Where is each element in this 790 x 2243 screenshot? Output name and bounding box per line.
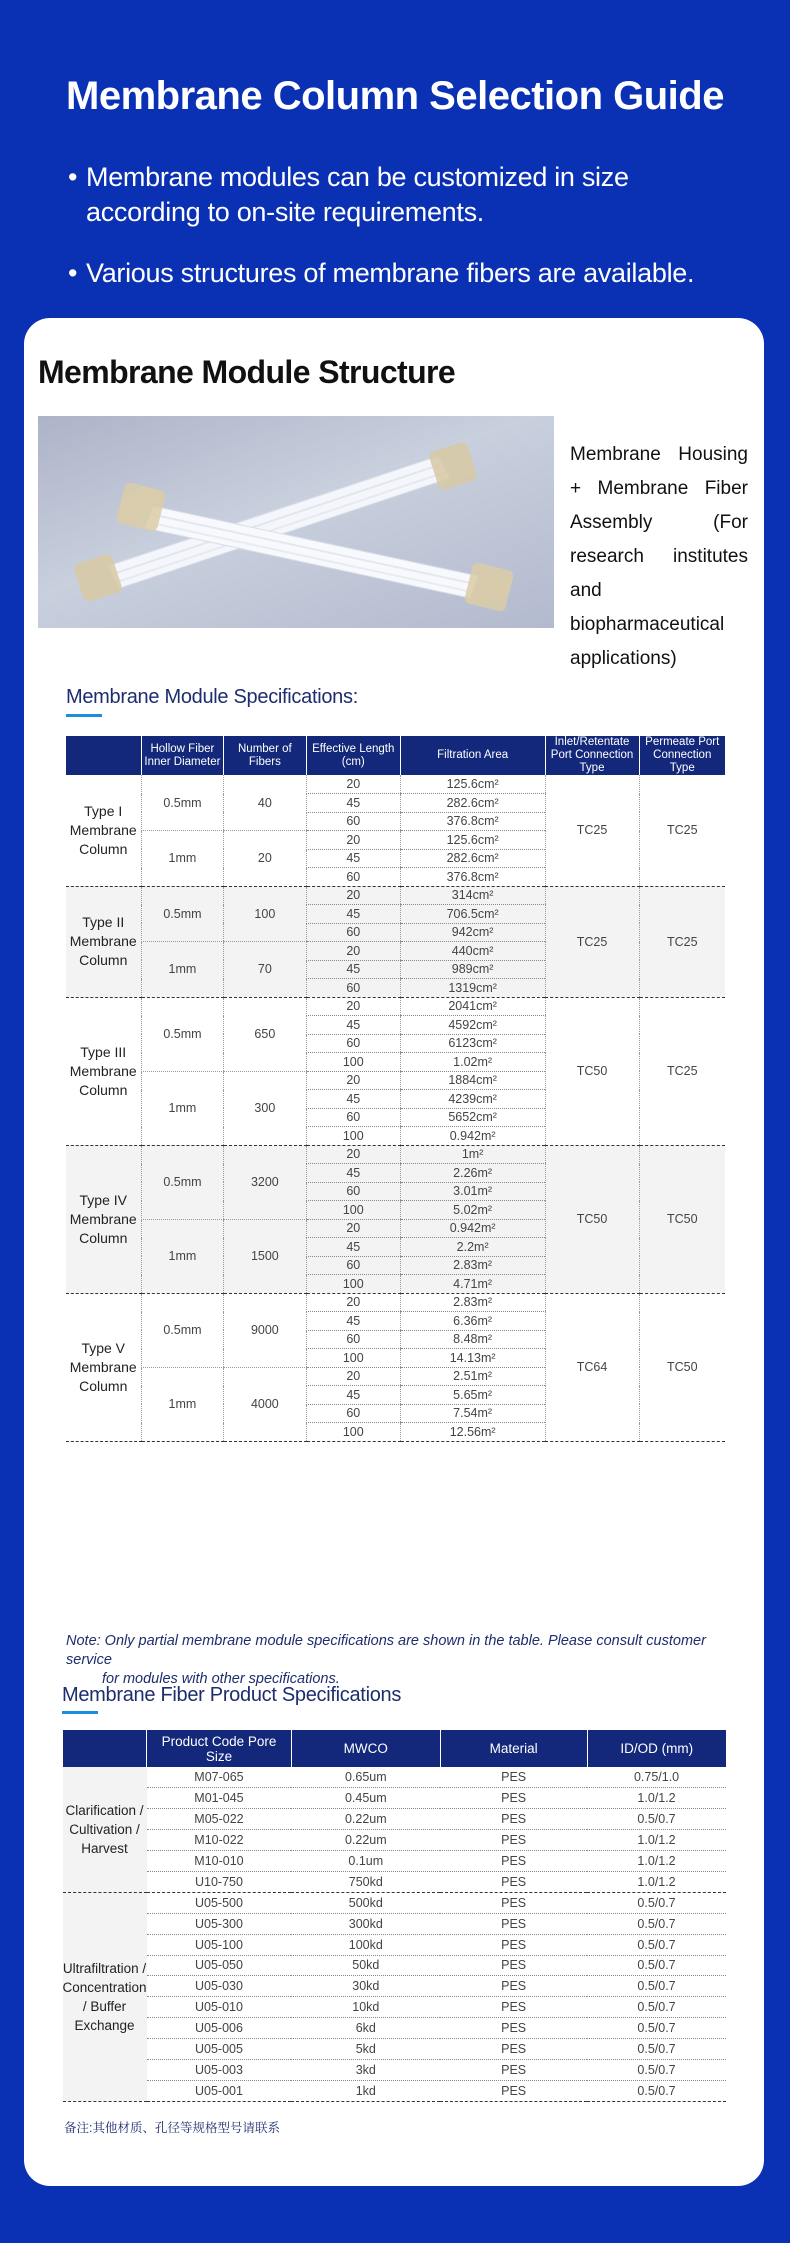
product-code: U05-300 — [147, 1913, 292, 1934]
table-row — [63, 1767, 727, 1788]
product-code: M05-022 — [147, 1809, 292, 1830]
mwco: 0.65um — [291, 1767, 440, 1788]
fiber-diameter: 0.5mm — [141, 886, 223, 942]
table-row — [63, 2039, 727, 2060]
spec-header — [66, 736, 142, 775]
table-row — [63, 1851, 727, 1872]
permeate-port: TC50 — [639, 1293, 725, 1441]
effective-length: 20 — [306, 831, 400, 850]
id-od: 1.0/1.2 — [587, 1871, 726, 1892]
table-row — [63, 2018, 727, 2039]
material: PES — [440, 1871, 587, 1892]
content-card — [24, 318, 764, 2186]
module-specs-note: Note: Only partial membrane module specifications are shown in the table. Please consult customer service for modules with other specifications. — [66, 1633, 706, 1687]
material: PES — [440, 2039, 587, 2060]
filtration-area: 989cm² — [400, 960, 545, 979]
spec-header: Inlet/Retentate Port Connection Type — [545, 736, 639, 775]
application-category: Clarification / Cultivation / Harvest — [63, 1767, 147, 1892]
material: PES — [440, 1830, 587, 1851]
product-code: U05-003 — [147, 2059, 292, 2080]
spec-header: Filtration Area — [400, 736, 545, 775]
spec-header: Hollow Fiber Inner Diameter — [141, 736, 223, 775]
material: PES — [440, 2059, 587, 2080]
table-row — [63, 1934, 727, 1955]
filtration-area: 0.942m² — [400, 1127, 545, 1146]
filtration-area: 2.26m² — [400, 1164, 545, 1183]
effective-length: 100 — [306, 1275, 400, 1294]
structure-description: Membrane Housing + Membrane Fiber Assembly (For research institutes and biopharmaceutical applications) — [570, 444, 748, 669]
table-row — [63, 1871, 727, 1892]
effective-length: 60 — [306, 1256, 400, 1275]
id-od: 0.5/0.7 — [587, 2080, 726, 2101]
effective-length: 20 — [306, 1145, 400, 1164]
fiber-header: ID/OD (mm) — [587, 1730, 726, 1767]
filtration-area: 3.01m² — [400, 1182, 545, 1201]
product-code: U10-750 — [147, 1871, 292, 1892]
product-code: M10-022 — [147, 1830, 292, 1851]
material: PES — [440, 1913, 587, 1934]
permeate-port: TC25 — [639, 775, 725, 886]
fiber-header: MWCO — [291, 1730, 440, 1767]
filtration-area: 376.8cm² — [400, 868, 545, 887]
effective-length: 100 — [306, 1349, 400, 1368]
filtration-area: 125.6cm² — [400, 775, 545, 794]
fiber-count: 300 — [223, 1071, 306, 1145]
mwco: 100kd — [291, 1934, 440, 1955]
fiber-count: 4000 — [223, 1367, 306, 1441]
hero-banner — [0, 0, 790, 320]
effective-length: 100 — [306, 1423, 400, 1442]
material: PES — [440, 1809, 587, 1830]
effective-length: 45 — [306, 1164, 400, 1183]
filtration-area: 2041cm² — [400, 997, 545, 1016]
fiber-header: Product Code Pore Size — [147, 1730, 292, 1767]
fiber-count: 20 — [223, 831, 306, 887]
fiber-specs-underline — [62, 1711, 98, 1714]
table-row — [66, 1293, 726, 1312]
bullet-fiber-structures: • Various structures of membrane fibers are available. — [68, 258, 695, 288]
fiber-count: 100 — [223, 886, 306, 942]
mwco: 3kd — [291, 2059, 440, 2080]
module-specs-table — [65, 736, 725, 1442]
mwco: 0.22um — [291, 1809, 440, 1830]
mwco: 0.45um — [291, 1788, 440, 1809]
filtration-area: 1m² — [400, 1145, 545, 1164]
inlet-port: TC25 — [545, 775, 639, 886]
table-row — [63, 1955, 727, 1976]
product-code: U05-010 — [147, 1997, 292, 2018]
filtration-area: 2.83m² — [400, 1293, 545, 1312]
module-type: Type IV Membrane Column — [66, 1145, 142, 1293]
effective-length: 45 — [306, 960, 400, 979]
id-od: 1.0/1.2 — [587, 1851, 726, 1872]
fiber-diameter: 0.5mm — [141, 1145, 223, 1219]
effective-length: 100 — [306, 1201, 400, 1220]
product-code: M07-065 — [147, 1767, 292, 1788]
id-od: 1.0/1.2 — [587, 1830, 726, 1851]
fiber-header — [63, 1730, 147, 1767]
mwco: 10kd — [291, 1997, 440, 2018]
filtration-area: 125.6cm² — [400, 831, 545, 850]
page-title: Membrane Column Selection Guide — [66, 74, 724, 118]
module-specs-heading: Membrane Module Specifications: — [66, 686, 358, 708]
product-code: U05-001 — [147, 2080, 292, 2101]
fiber-diameter: 1mm — [141, 1367, 223, 1441]
filtration-area: 5652cm² — [400, 1108, 545, 1127]
fiber-diameter: 0.5mm — [141, 775, 223, 831]
filtration-area: 2.83m² — [400, 1256, 545, 1275]
filtration-area: 706.5cm² — [400, 905, 545, 924]
table-row — [63, 1809, 727, 1830]
effective-length: 45 — [306, 849, 400, 868]
filtration-area: 6.36m² — [400, 1312, 545, 1331]
table-row — [63, 1913, 727, 1934]
filtration-area: 4239cm² — [400, 1090, 545, 1109]
filtration-area: 1.02m² — [400, 1053, 545, 1072]
effective-length: 100 — [306, 1053, 400, 1072]
product-code: M01-045 — [147, 1788, 292, 1809]
fiber-diameter: 1mm — [141, 831, 223, 887]
table-row — [63, 1997, 727, 2018]
effective-length: 20 — [306, 886, 400, 905]
filtration-area: 282.6cm² — [400, 849, 545, 868]
material: PES — [440, 2080, 587, 2101]
filtration-area: 1319cm² — [400, 979, 545, 998]
mwco: 300kd — [291, 1913, 440, 1934]
effective-length: 20 — [306, 1071, 400, 1090]
mwco: 1kd — [291, 2080, 440, 2101]
filtration-area: 5.65m² — [400, 1386, 545, 1405]
filtration-area: 942cm² — [400, 923, 545, 942]
structure-heading: Membrane Module Structure — [38, 354, 456, 390]
effective-length: 20 — [306, 1367, 400, 1386]
module-specs-underline — [66, 714, 102, 717]
fiber-diameter: 0.5mm — [141, 997, 223, 1071]
effective-length: 60 — [306, 1108, 400, 1127]
spec-header: Permeate Port Connection Type — [639, 736, 725, 775]
product-code: U05-005 — [147, 2039, 292, 2060]
table-row — [63, 2080, 727, 2101]
filtration-area: 6123cm² — [400, 1034, 545, 1053]
permeate-port: TC50 — [639, 1145, 725, 1293]
effective-length: 60 — [306, 979, 400, 998]
filtration-area: 2.2m² — [400, 1238, 545, 1257]
material: PES — [440, 1892, 587, 1913]
effective-length: 20 — [306, 942, 400, 961]
id-od: 0.5/0.7 — [587, 1913, 726, 1934]
effective-length: 45 — [306, 1386, 400, 1405]
bullet-customizable: • Membrane modules can be customized in size according to on-site requirements. — [68, 162, 629, 227]
effective-length: 60 — [306, 1330, 400, 1349]
spec-header: Effective Length (cm) — [306, 736, 400, 775]
id-od: 0.5/0.7 — [587, 1955, 726, 1976]
material: PES — [440, 1934, 587, 1955]
fiber-count: 650 — [223, 997, 306, 1071]
table-row — [63, 1976, 727, 1997]
effective-length: 45 — [306, 794, 400, 813]
material: PES — [440, 1851, 587, 1872]
material: PES — [440, 1955, 587, 1976]
effective-length: 45 — [306, 1090, 400, 1109]
filtration-area: 376.8cm² — [400, 812, 545, 831]
table-row — [63, 1830, 727, 1851]
fiber-diameter: 0.5mm — [141, 1293, 223, 1367]
filtration-area: 440cm² — [400, 942, 545, 961]
effective-length: 60 — [306, 1404, 400, 1423]
membrane-module-photo — [38, 416, 554, 628]
fiber-count: 70 — [223, 942, 306, 998]
inlet-port: TC64 — [545, 1293, 639, 1441]
effective-length: 20 — [306, 1219, 400, 1238]
table-row — [63, 2059, 727, 2080]
fiber-specs-table — [62, 1730, 726, 2102]
id-od: 0.5/0.7 — [587, 1997, 726, 2018]
inlet-port: TC25 — [545, 886, 639, 997]
effective-length: 60 — [306, 923, 400, 942]
id-od: 0.5/0.7 — [587, 2039, 726, 2060]
fiber-count: 9000 — [223, 1293, 306, 1367]
fiber-diameter: 1mm — [141, 1219, 223, 1293]
effective-length: 45 — [306, 1238, 400, 1257]
effective-length: 60 — [306, 1182, 400, 1201]
filtration-area: 282.6cm² — [400, 794, 545, 813]
filtration-area: 8.48m² — [400, 1330, 545, 1349]
application-category: Ultrafiltration / Concentration / Buffer Exchange — [63, 1892, 147, 2101]
permeate-port: TC25 — [639, 997, 725, 1145]
product-code: U05-100 — [147, 1934, 292, 1955]
filtration-area: 0.942m² — [400, 1219, 545, 1238]
id-od: 0.5/0.7 — [587, 1892, 726, 1913]
fiber-count: 3200 — [223, 1145, 306, 1219]
effective-length: 60 — [306, 812, 400, 831]
product-code: M10-010 — [147, 1851, 292, 1872]
inlet-port: TC50 — [545, 997, 639, 1145]
id-od: 0.5/0.7 — [587, 1934, 726, 1955]
table-row — [63, 1892, 727, 1913]
table-row — [63, 1788, 727, 1809]
id-od: 0.5/0.7 — [587, 2018, 726, 2039]
filtration-area: 12.56m² — [400, 1423, 545, 1442]
id-od: 0.5/0.7 — [587, 2059, 726, 2080]
module-type: Type V Membrane Column — [66, 1293, 142, 1441]
effective-length: 60 — [306, 868, 400, 887]
table-row — [66, 775, 726, 794]
fiber-diameter: 1mm — [141, 942, 223, 998]
mwco: 6kd — [291, 2018, 440, 2039]
product-code: U05-006 — [147, 2018, 292, 2039]
module-type: Type II Membrane Column — [66, 886, 142, 997]
material: PES — [440, 1997, 587, 2018]
effective-length: 45 — [306, 1312, 400, 1331]
material: PES — [440, 1767, 587, 1788]
mwco: 750kd — [291, 1871, 440, 1892]
module-type: Type III Membrane Column — [66, 997, 142, 1145]
footer-note: 备注:其他材质、孔径等规格型号请联系 — [64, 2121, 280, 2135]
filtration-area: 4592cm² — [400, 1016, 545, 1035]
effective-length: 20 — [306, 775, 400, 794]
spec-header: Number of Fibers — [223, 736, 306, 775]
fiber-count: 1500 — [223, 1219, 306, 1293]
id-od: 0.5/0.7 — [587, 1809, 726, 1830]
filtration-area: 14.13m² — [400, 1349, 545, 1368]
fiber-header: Material — [440, 1730, 587, 1767]
module-type: Type I Membrane Column — [66, 775, 142, 886]
mwco: 5kd — [291, 2039, 440, 2060]
material: PES — [440, 1976, 587, 1997]
fiber-diameter: 1mm — [141, 1071, 223, 1145]
filtration-area: 1884cm² — [400, 1071, 545, 1090]
id-od: 1.0/1.2 — [587, 1788, 726, 1809]
permeate-port: TC25 — [639, 886, 725, 997]
table-row — [66, 997, 726, 1016]
mwco: 30kd — [291, 1976, 440, 1997]
effective-length: 45 — [306, 905, 400, 924]
filtration-area: 7.54m² — [400, 1404, 545, 1423]
mwco: 0.1um — [291, 1851, 440, 1872]
table-row — [66, 886, 726, 905]
inlet-port: TC50 — [545, 1145, 639, 1293]
product-code: U05-500 — [147, 1892, 292, 1913]
filtration-area: 2.51m² — [400, 1367, 545, 1386]
filtration-area: 5.02m² — [400, 1201, 545, 1220]
effective-length: 20 — [306, 997, 400, 1016]
filtration-area: 314cm² — [400, 886, 545, 905]
mwco: 500kd — [291, 1892, 440, 1913]
effective-length: 60 — [306, 1034, 400, 1053]
material: PES — [440, 2018, 587, 2039]
mwco: 0.22um — [291, 1830, 440, 1851]
material: PES — [440, 1788, 587, 1809]
effective-length: 20 — [306, 1293, 400, 1312]
product-code: U05-050 — [147, 1955, 292, 1976]
product-code: U05-030 — [147, 1976, 292, 1997]
id-od: 0.75/1.0 — [587, 1767, 726, 1788]
filtration-area: 4.71m² — [400, 1275, 545, 1294]
effective-length: 100 — [306, 1127, 400, 1146]
fiber-specs-heading: Membrane Fiber Product Specifications — [62, 1684, 402, 1706]
effective-length: 45 — [306, 1016, 400, 1035]
fiber-count: 40 — [223, 775, 306, 831]
id-od: 0.5/0.7 — [587, 1976, 726, 1997]
table-row — [66, 1145, 726, 1164]
mwco: 50kd — [291, 1955, 440, 1976]
